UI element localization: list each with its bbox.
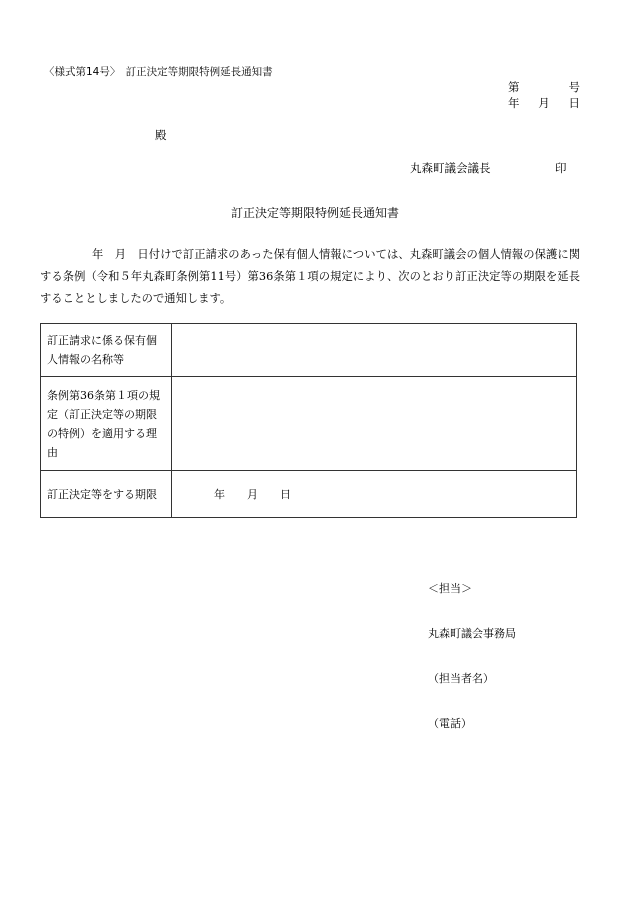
issue-date-year: 年 bbox=[508, 96, 520, 110]
form-number: 〈様式第14号〉 訂正決定等期限特例延長通知書 bbox=[44, 66, 273, 78]
ref-no-suffix: 号 bbox=[568, 80, 580, 94]
document-title: 訂正決定等期限特例延長通知書 bbox=[230, 206, 399, 220]
table-row bbox=[41, 324, 577, 377]
contact-office: 丸森町議会事務局 bbox=[428, 627, 516, 640]
row-label: 条例第36条第１項の規定（訂正決定等の期限の特例）を適用する理由 bbox=[41, 377, 172, 471]
row-label: 訂正請求に係る保有個人情報の名称等 bbox=[41, 324, 172, 377]
contact-block bbox=[428, 551, 516, 746]
contact-person: （担当者名） bbox=[428, 672, 494, 685]
row-value: 年 月 日 bbox=[172, 471, 577, 518]
table-row bbox=[41, 471, 577, 518]
reference-number bbox=[508, 82, 580, 94]
info-table bbox=[40, 323, 577, 518]
seal-mark: 印 bbox=[555, 161, 567, 175]
issuer-name: 丸森町議会議長 bbox=[410, 161, 491, 175]
ref-no-prefix: 第 bbox=[508, 80, 520, 94]
row-label: 訂正決定等をする期限 bbox=[41, 471, 172, 518]
notice-body: 年 月 日付けで訂正請求のあった保有個人情報については、丸森町議会の個人情報の保護に関する条例（令和５年丸森町条例第11号）第36条第１項の規定により、次のとおり訂正決定等の期限を延長することとしましたので通知します。 bbox=[40, 248, 580, 305]
row-value bbox=[172, 324, 577, 377]
contact-phone: （電話） bbox=[428, 717, 472, 730]
issue-date-month: 月 bbox=[538, 96, 550, 110]
issue-date bbox=[508, 98, 580, 110]
row-value bbox=[172, 377, 577, 471]
addressee-honorific: 殿 bbox=[155, 128, 167, 142]
table-row bbox=[41, 377, 577, 471]
contact-heading: ＜担当＞ bbox=[428, 582, 472, 595]
issue-date-day: 日 bbox=[568, 96, 580, 110]
